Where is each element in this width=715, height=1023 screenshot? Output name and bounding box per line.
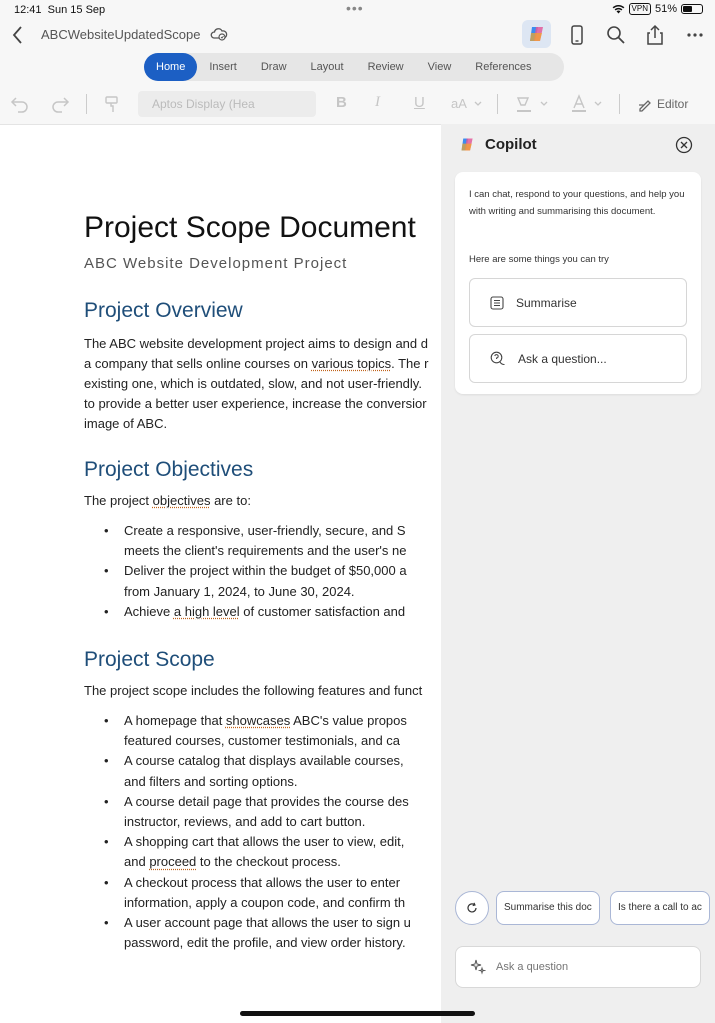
toolbar-divider xyxy=(86,94,87,114)
chip-summarise-doc[interactable]: Summarise this doc xyxy=(496,891,600,925)
format-painter-icon[interactable] xyxy=(104,95,120,113)
document-heading: Project Scope Document xyxy=(84,211,416,244)
battery-percent: 51% xyxy=(654,3,677,15)
status-right xyxy=(612,3,703,15)
list-item-cont: and filters and sorting options. xyxy=(124,773,298,789)
font-size-button[interactable]: aA xyxy=(451,96,467,111)
summarise-option-button[interactable] xyxy=(469,278,687,327)
list-summary-icon xyxy=(490,296,504,310)
list-item-cont: instructor, reviews, and add to cart button. xyxy=(124,814,366,830)
sparkle-icon xyxy=(470,959,486,975)
chip-call-to-action[interactable]: Is there a call to ac xyxy=(610,891,710,925)
search-icon[interactable] xyxy=(605,24,627,46)
list-item-cont: meets the client's requirements and the user's ne xyxy=(124,543,407,559)
editor-label: Editor xyxy=(657,97,689,111)
tab-review[interactable]: Review xyxy=(367,61,404,73)
list-item-cont: and proceed to the checkout process. xyxy=(124,854,341,870)
summarise-option-label: Summarise xyxy=(516,295,577,310)
status-time: 12:41 Sun 15 Sep xyxy=(14,4,106,16)
share-icon[interactable] xyxy=(644,24,666,46)
chevron-down-icon xyxy=(474,101,482,107)
copilot-toggle-button[interactable] xyxy=(522,20,551,48)
ribbon-tabs xyxy=(144,53,564,81)
vpn-badge: VPN xyxy=(629,3,651,15)
toolbar-divider xyxy=(497,94,498,114)
title-bar xyxy=(0,20,715,50)
copilot-header xyxy=(459,136,537,153)
tab-layout[interactable]: Layout xyxy=(310,61,344,73)
copilot-logo-icon xyxy=(459,136,476,153)
copilot-logo-icon xyxy=(527,24,547,44)
font-color-icon[interactable] xyxy=(570,94,588,114)
scope-intro: The project scope includes the following features and funct xyxy=(84,683,423,698)
formatting-toolbar xyxy=(0,88,715,120)
ask-question-box[interactable] xyxy=(455,946,701,988)
redo-icon[interactable] xyxy=(50,95,70,113)
document-subtitle: ABC Website Development Project xyxy=(84,255,348,272)
list-item: • A homepage that showcases ABC's value propos xyxy=(124,711,411,731)
list-item-cont: information, apply a coupon code, and confirm th xyxy=(124,894,406,910)
list-item: • A checkout process that allows the user to enter xyxy=(124,873,411,893)
editor-pen-icon xyxy=(637,96,653,112)
overview-paragraph: The ABC website development project aims to design and d a company that sells online courses on various topics. The r existing one, which is outdated, slow, and not user-friendly. to provide a better user experience, increase the conversior image of ABC. xyxy=(84,336,429,431)
chevron-down-icon xyxy=(594,101,602,107)
close-icon[interactable] xyxy=(675,136,693,154)
more-options-icon[interactable] xyxy=(684,24,706,46)
tab-view[interactable]: View xyxy=(427,61,452,73)
bold-button[interactable]: B xyxy=(336,94,347,111)
underline-button[interactable]: U xyxy=(414,94,425,111)
heading-project-scope: Project Scope xyxy=(84,648,215,671)
list-item: • Achieve a high level of customer satisfaction and xyxy=(124,602,407,622)
list-item-cont: from January 1, 2024, to June 30, 2024. xyxy=(124,583,355,599)
cloud-sync-icon[interactable] xyxy=(210,26,228,42)
highlight-icon[interactable] xyxy=(514,94,534,114)
mobile-view-icon[interactable] xyxy=(566,24,588,46)
list-item: • Deliver the project within the budget of $50,000 a xyxy=(124,561,407,581)
heading-project-overview: Project Overview xyxy=(84,299,243,322)
list-item-cont: featured courses, customer testimonials, and ca xyxy=(124,733,401,749)
ask-question-option-button[interactable] xyxy=(469,334,687,383)
tab-home[interactable]: Home xyxy=(144,53,197,81)
objectives-list xyxy=(124,521,407,622)
list-item: • A user account page that allows the user to sign u xyxy=(124,913,411,933)
status-bar xyxy=(0,0,715,20)
heading-project-objectives: Project Objectives xyxy=(84,458,254,481)
scope-list xyxy=(124,711,411,953)
copilot-intro-text: I can chat, respond to your questions, and help you with writing and summarising this document. xyxy=(469,189,685,217)
tab-references[interactable]: References xyxy=(475,61,532,73)
back-chevron-icon[interactable] xyxy=(10,24,26,46)
refresh-icon xyxy=(466,902,478,914)
multitasking-dots-icon[interactable]: ••• xyxy=(346,0,364,16)
chevron-down-icon xyxy=(540,101,548,107)
toolbar-divider xyxy=(619,94,620,114)
wifi-icon xyxy=(612,4,625,14)
list-item: • A shopping cart that allows the user to view, edit, xyxy=(124,832,411,852)
document-title[interactable]: ABCWebsiteUpdatedScope xyxy=(41,27,201,42)
suggestion-chips xyxy=(455,890,715,926)
list-item: • A course detail page that provides the course des xyxy=(124,792,411,812)
ask-question-option-label: Ask a question... xyxy=(518,351,607,366)
ask-question-input[interactable] xyxy=(496,961,676,973)
list-item: • Create a responsive, user-friendly, secure, and S xyxy=(124,521,407,541)
copilot-panel xyxy=(441,124,715,1023)
refresh-suggestions-button[interactable] xyxy=(455,891,489,925)
home-indicator[interactable] xyxy=(240,1011,475,1016)
list-item-cont: password, edit the profile, and view order history. xyxy=(124,935,406,951)
list-item: • A course catalog that displays available courses, xyxy=(124,751,411,771)
objectives-intro: The project objectives are to: xyxy=(84,493,251,508)
battery-icon xyxy=(681,4,703,14)
tab-draw[interactable]: Draw xyxy=(260,61,287,73)
question-chat-icon xyxy=(490,351,506,366)
copilot-welcome-card xyxy=(455,172,701,394)
tab-insert[interactable]: Insert xyxy=(209,61,237,73)
copilot-suggestions-label: Here are some things you can try xyxy=(469,254,609,265)
copilot-title: Copilot xyxy=(485,136,537,153)
font-name-field[interactable]: Aptos Display (Hea xyxy=(138,91,316,117)
undo-icon[interactable] xyxy=(10,95,30,113)
editor-button[interactable] xyxy=(637,96,688,112)
document-canvas[interactable] xyxy=(0,124,441,1023)
italic-button[interactable]: I xyxy=(375,94,380,110)
